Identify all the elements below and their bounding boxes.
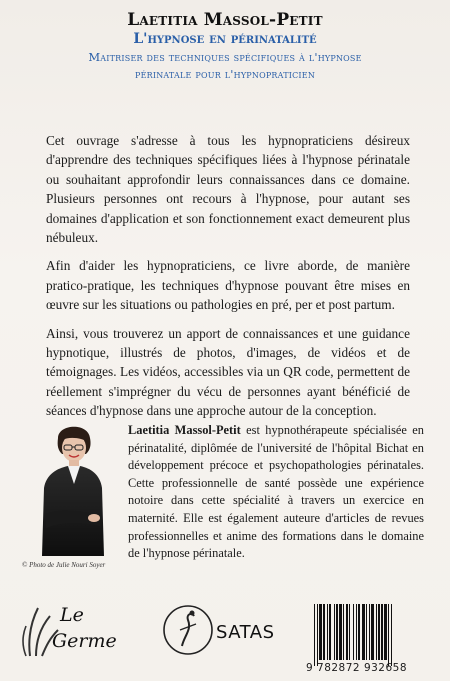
barcode-bar — [376, 604, 377, 660]
barcode-bar — [356, 604, 357, 660]
barcode-bar — [362, 604, 365, 660]
barcode-bar — [388, 604, 389, 666]
barcode-bar — [371, 604, 374, 660]
barcode-bar — [349, 604, 350, 660]
barcode-bar — [327, 604, 328, 660]
barcode-bar — [381, 604, 383, 660]
book-title: L'hypnose en périnatalité — [133, 31, 317, 47]
subtitle-line-1: Maitriser des techniques spécifiques à l'hypnose — [88, 50, 362, 64]
barcode-bar — [346, 604, 348, 660]
barcode-bar — [339, 604, 342, 660]
barcode-bar — [317, 604, 318, 666]
satas-text: SATAS — [216, 622, 275, 643]
barcode-bar — [366, 604, 367, 660]
barcode-bar — [334, 604, 335, 660]
author-name: Laetitia Massol-Petit — [127, 10, 323, 30]
blurb-paragraph-1: Cet ouvrage s'adresse à tous les hypnopraticiens désireux d'apprendre des techniques spécifiques liées à l'hypnose périnatale ou souhaitant approfondir leurs connaissances dans ce domaine. Plusieurs personnes ont recours à l'hypnose, pour autant ses domaines d'application et son fonctionnement exact demeurent plus nébuleux. — [46, 133, 410, 246]
blurb-paragraph-3: Ainsi, vous trouverez un apport de connaissances et une guidance hypnotique, illustrés de photos, d'images, de vidéos et de témoignages. Les vidéos, accessibles via un QR code, permettent de réellement s'imprégner du vécu de personnes ayant bénéficié de séances d'hypnose dans une approche autour de la conception. — [46, 325, 410, 419]
barcode-bar — [336, 604, 338, 660]
bio-author-name: Laetitia Massol-Petit — [128, 423, 241, 437]
barcode-bar — [329, 604, 331, 660]
barcode-bar — [378, 604, 380, 660]
author-photo — [28, 418, 118, 556]
barcode-bar — [384, 604, 387, 660]
barcode-bar — [391, 604, 392, 666]
barcode-bar — [343, 604, 344, 660]
subtitle-line-2: périnatale pour l'hypnopraticien — [134, 67, 316, 81]
isbn-barcode — [306, 596, 440, 672]
barcode-bar — [353, 604, 354, 660]
header — [0, 10, 450, 82]
barcode-bar — [323, 604, 325, 660]
blurb-paragraph-2: Afin d'aider les hypnopraticiens, ce livre aborde, de manière pratico-pratique, les techniques d'hypnose pouvant être mises en œuvre sur les situations ou pathologies en pré, per et post partum. — [46, 258, 410, 313]
blurb — [46, 131, 410, 430]
photo-credit: © Photo de Julie Nouri Soyer — [22, 561, 106, 569]
barcode-bar — [369, 604, 370, 660]
bio-text: est hypnothérapeute spécialisée en périnatalité, diplômée de l'université de l'hôpital Bichat en développement précoce et psychopathologies périnatales. Cette professionnelle de santé possède une expérience notoire dans cette spécialité à travers un exercice en maternité. Elle est également auteure d'articles de revues professionnelles et anime des formations dans le domaine de l'hypnose périnatale. — [128, 423, 424, 561]
barcode-bar — [314, 604, 315, 666]
le-germe-text-top: Le — [60, 604, 84, 626]
le-germe-text-bottom: Germe — [52, 630, 117, 652]
barcode-bar — [358, 604, 360, 660]
author-bio — [128, 422, 424, 563]
barcode-bar — [319, 604, 322, 660]
barcode-number: 9 782872 932658 — [306, 662, 408, 674]
